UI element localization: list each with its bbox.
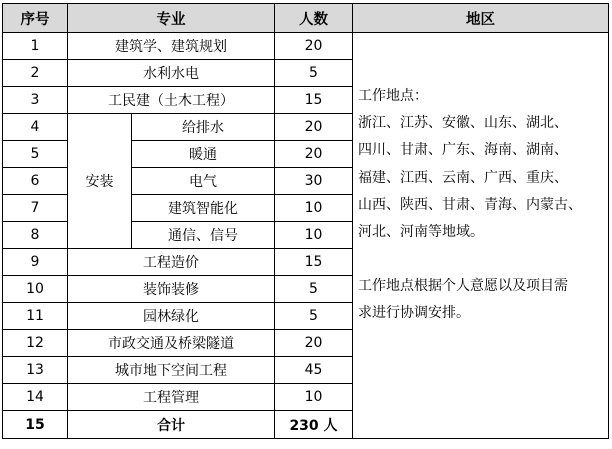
seq-cell: 2 bbox=[3, 60, 68, 87]
count-cell: 20 bbox=[275, 114, 353, 141]
major-cell: 市政交通及桥梁隧道 bbox=[68, 330, 275, 357]
header-row bbox=[3, 4, 609, 33]
count-cell: 15 bbox=[275, 87, 353, 114]
count-cell: 10 bbox=[275, 195, 353, 222]
count-cell: 5 bbox=[275, 303, 353, 330]
table-row bbox=[3, 33, 609, 60]
header-seq: 序号 bbox=[3, 4, 68, 33]
seq-cell: 9 bbox=[3, 249, 68, 276]
count-cell: 5 bbox=[275, 60, 353, 87]
seq-cell: 10 bbox=[3, 276, 68, 303]
recruitment-table bbox=[2, 3, 609, 439]
major-cell: 装饰装修 bbox=[68, 276, 275, 303]
seq-cell: 5 bbox=[3, 141, 68, 168]
count-cell: 30 bbox=[275, 168, 353, 195]
major-cell: 水利水电 bbox=[68, 60, 275, 87]
header-major: 专业 bbox=[68, 4, 275, 33]
seq-cell: 13 bbox=[3, 357, 68, 384]
group-cell-installation: 安装 bbox=[68, 114, 132, 249]
seq-cell: 11 bbox=[3, 303, 68, 330]
major-cell: 建筑智能化 bbox=[132, 195, 275, 222]
seq-cell: 6 bbox=[3, 168, 68, 195]
count-cell: 15 bbox=[275, 249, 353, 276]
region-note-line: 工作地点根据个人意愿以及项目需 bbox=[358, 278, 568, 295]
region-line: 山西、陕西、甘肃、青海、内蒙古、 bbox=[358, 196, 582, 213]
count-cell: 10 bbox=[275, 222, 353, 249]
region-line: 福建、江西、云南、广西、重庆、 bbox=[358, 169, 568, 186]
major-cell: 工程管理 bbox=[68, 384, 275, 411]
seq-cell: 4 bbox=[3, 114, 68, 141]
major-cell: 电气 bbox=[132, 168, 275, 195]
count-cell: 10 bbox=[275, 384, 353, 411]
count-cell: 20 bbox=[275, 33, 353, 60]
major-cell: 通信、信号 bbox=[132, 222, 275, 249]
seq-cell: 8 bbox=[3, 222, 68, 249]
count-cell: 20 bbox=[275, 141, 353, 168]
major-cell: 城市地下空间工程 bbox=[68, 357, 275, 384]
header-region: 地区 bbox=[353, 4, 609, 33]
major-cell: 园林绿化 bbox=[68, 303, 275, 330]
seq-cell: 3 bbox=[3, 87, 68, 114]
major-cell: 工民建（土木工程） bbox=[68, 87, 275, 114]
count-cell: 45 bbox=[275, 357, 353, 384]
region-line: 浙江、江苏、安徽、山东、湖北、 bbox=[358, 115, 568, 132]
region-title: 工作地点： bbox=[358, 88, 428, 104]
total-seq-cell: 15 bbox=[3, 411, 68, 439]
seq-cell: 14 bbox=[3, 384, 68, 411]
seq-cell: 7 bbox=[3, 195, 68, 222]
count-cell: 5 bbox=[275, 276, 353, 303]
major-cell: 给排水 bbox=[132, 114, 275, 141]
major-cell: 建筑学、建筑规划 bbox=[68, 33, 275, 60]
region-line: 河北、河南等地域。 bbox=[358, 224, 484, 241]
seq-cell: 12 bbox=[3, 330, 68, 357]
total-label-cell: 合计 bbox=[68, 411, 275, 439]
region-note-line: 求进行协调安排。 bbox=[358, 305, 470, 322]
count-cell: 20 bbox=[275, 330, 353, 357]
major-cell: 工程造价 bbox=[68, 249, 275, 276]
total-count-cell: 230 人 bbox=[275, 411, 353, 439]
region-line: 四川、甘肃、广东、海南、湖南、 bbox=[358, 142, 568, 159]
header-count: 人数 bbox=[275, 4, 353, 33]
seq-cell: 1 bbox=[3, 33, 68, 60]
region-cell bbox=[353, 33, 609, 439]
major-cell: 暖通 bbox=[132, 141, 275, 168]
